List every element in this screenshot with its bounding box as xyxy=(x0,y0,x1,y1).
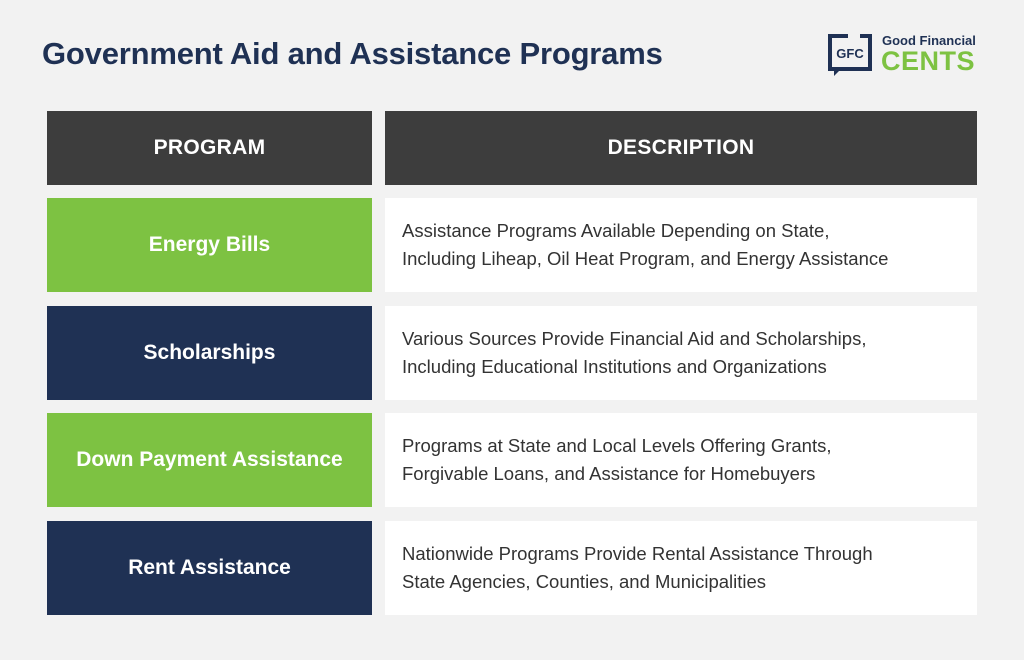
program-cell: Scholarships xyxy=(47,306,372,400)
program-cell: Rent Assistance xyxy=(47,521,372,615)
header-description: DESCRIPTION xyxy=(385,111,977,185)
description-cell: Programs at State and Local Levels Offering Grants, Forgivable Loans, and Assistance for Homebuyers xyxy=(385,413,977,507)
program-cell: Energy Bills xyxy=(47,198,372,292)
brand-logo xyxy=(828,33,984,77)
page-title: Government Aid and Assistance Programs xyxy=(42,36,663,71)
logo-mark-text: GFC xyxy=(836,46,864,61)
description-cell: Various Sources Provide Financial Aid and Scholarships, Including Educational Institutions and Organizations xyxy=(385,306,977,400)
description-cell: Nationwide Programs Provide Rental Assistance Through State Agencies, Counties, and Municipalities xyxy=(385,521,977,615)
logo-text-bottom: CENTS xyxy=(881,46,976,76)
description-cell: Assistance Programs Available Depending on State, Including Liheap, Oil Heat Program, and Energy Assistance xyxy=(385,198,977,292)
header-program: PROGRAM xyxy=(47,111,372,185)
program-cell: Down Payment Assistance xyxy=(47,413,372,507)
logo-text-top: Good Financial xyxy=(882,33,976,48)
gfc-logo-icon xyxy=(828,33,874,77)
